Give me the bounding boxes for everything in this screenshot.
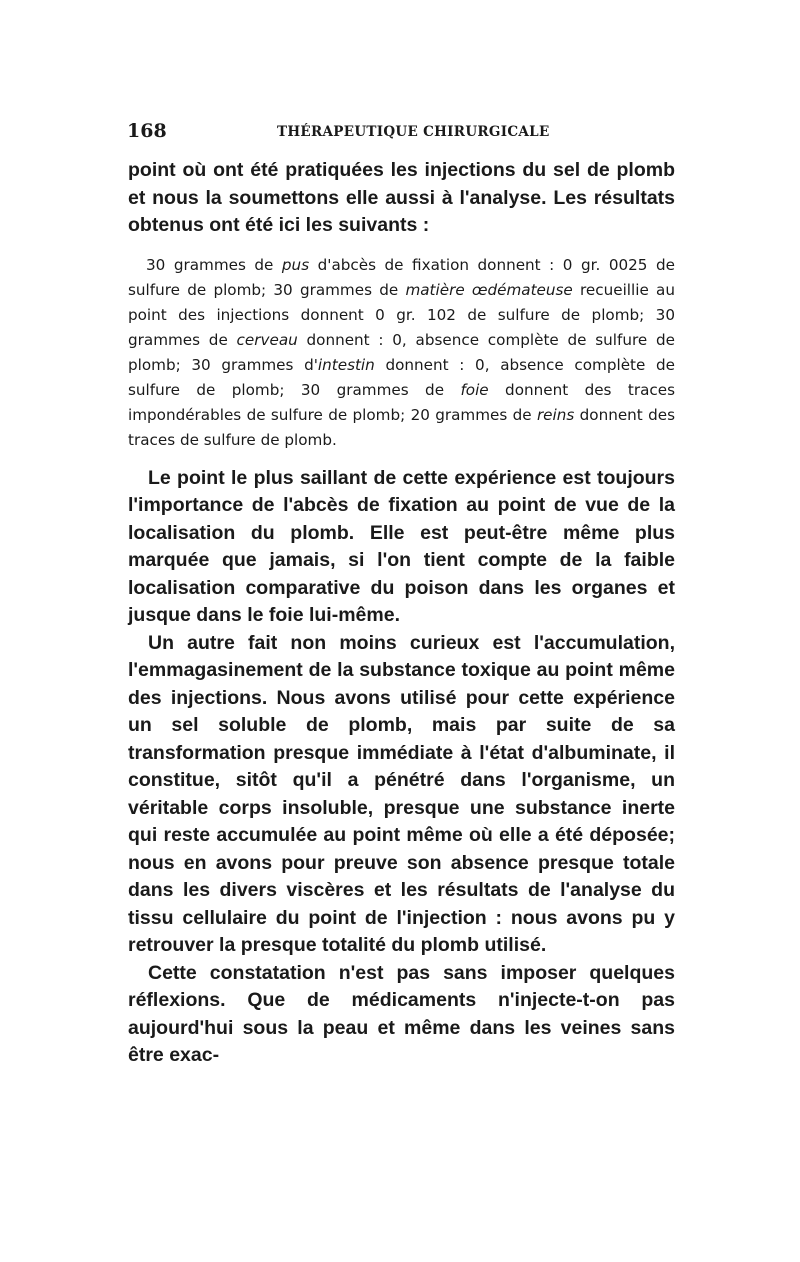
term-matiere: matière œdémateuse <box>405 280 573 299</box>
results-text: recueillie au point des injections donnent 0 gr. 102 de sulfure de plomb; 30 grammes de <box>128 280 675 349</box>
results-text: donnent des traces de sulfure de plomb. <box>128 405 675 449</box>
term-reins: reins <box>536 405 575 424</box>
results-block <box>128 253 675 453</box>
term-intestin: intestin <box>317 355 375 374</box>
results-text: 30 grammes de <box>146 255 282 274</box>
results-text: donnent : 0, absence complète de sulfure de plomb; 30 grammes d' <box>128 330 675 374</box>
paragraph-2: Le point le plus saillant de cette expérience est toujours l'importance de l'abcès de fixation au point de vue de la localisation du plomb. Elle est peut-être même plus marquée que jamais, si l'on tient compte de la faible localisation comparative du poison dans les organes et jusque dans le foie lui-même. <box>128 466 675 626</box>
term-cerveau: cerveau <box>236 330 298 349</box>
results-text: d'abcès de fixation donnent : 0 gr. 0025 de sulfure de plomb; 30 grammes de <box>128 255 675 299</box>
paragraph-4: Cette constatation n'est pas sans imposer quelques réflexions. Que de médicaments n'injecte-t-on pas aujourd'hui sous la peau et même dans les veines sans être exac- <box>128 961 675 1066</box>
term-pus: pus <box>281 255 310 274</box>
page-number: 168 <box>127 120 167 142</box>
paragraph-3: Un autre fait non moins curieux est l'accumulation, l'emmagasinement de la substance toxique au point même des injections. Nous avons utilisé pour cette expérience un sel soluble de plomb, mais par suite de sa transformation presque immédiate à l'état d'albuminate, il constitue, sitôt qu'il a pénétré dans l'organisme, un véritable corps insoluble, presque une substance inerte qui reste accumulée au point même où elle a été déposée; nous en avons pour preuve son absence presque totale dans les divers viscères et les résultats de l'analyse du tissu cellulaire du point de l'injection : nous avons pu y retrouver la presque totalité du plomb utilisé. <box>128 631 675 956</box>
body-text <box>128 157 675 1070</box>
page-header <box>127 120 675 144</box>
results-text: donnent des traces impondérables de sulfure de plomb; 20 grammes de <box>128 380 675 424</box>
running-title: THÉRAPEUTIQUE CHIRURGICALE <box>277 124 550 140</box>
paragraph-1: point où ont été pratiquées les injections du sel de plomb et nous la soumettons elle aussi à l'analyse. Les résultats obtenus ont été ici les suivants : <box>128 159 675 236</box>
results-paragraph <box>128 253 675 453</box>
results-text: donnent : 0, absence complète de sulfure de plomb; 30 grammes de <box>128 355 675 399</box>
term-foie: foie <box>460 380 489 399</box>
